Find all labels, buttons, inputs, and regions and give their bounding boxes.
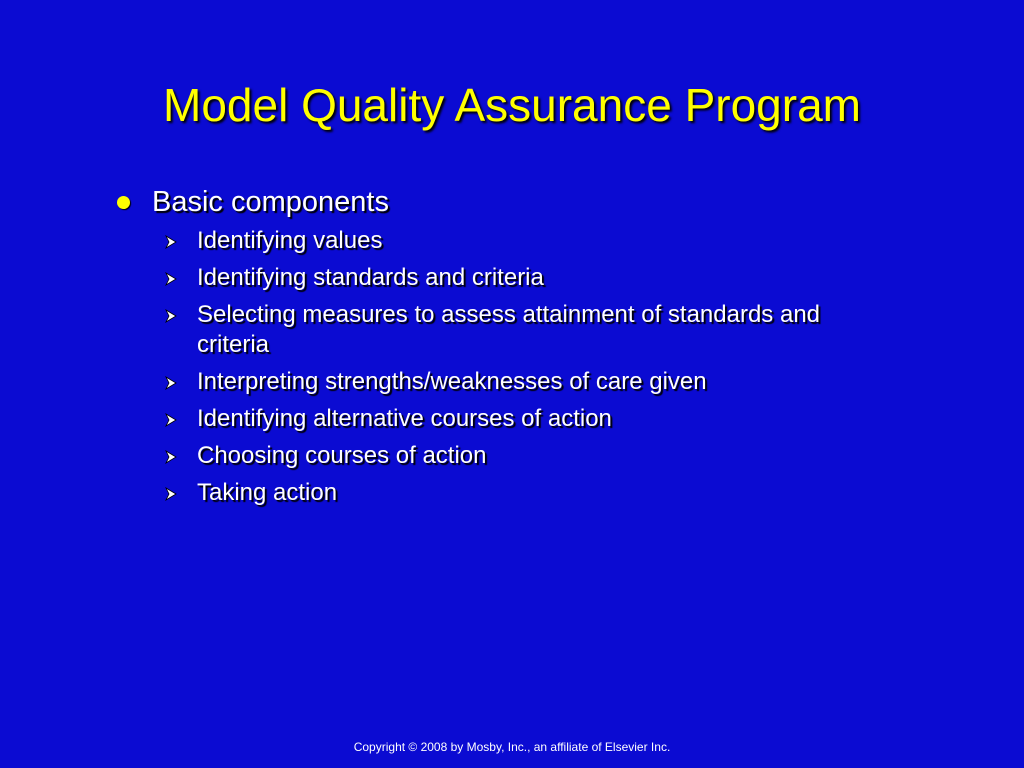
sub-bullet-item [163, 441, 903, 471]
sub-bullet-label: Selecting measures to assess attainment of standards and criteria [197, 301, 821, 358]
sub-bullet-list [163, 226, 903, 515]
arrowhead-bullet-icon [164, 413, 178, 427]
arrowhead-bullet-icon [164, 235, 178, 249]
arrowhead-bullet-icon [164, 487, 178, 501]
arrowhead-bullet-icon [164, 376, 178, 390]
arrowhead-bullet-icon [164, 450, 178, 464]
sub-bullet-item [163, 226, 903, 256]
sub-bullet-label: Choosing courses of action [197, 442, 487, 469]
bullet-label: Basic components [152, 186, 389, 218]
sub-bullet-label: Identifying alternative courses of action [197, 405, 612, 432]
sub-bullet-label: Identifying standards and criteria [197, 264, 544, 291]
sub-bullet-label: Identifying values [197, 227, 383, 254]
arrowhead-bullet-icon [164, 309, 178, 323]
sub-bullet-label: Interpreting strengths/weaknesses of care given [197, 368, 707, 395]
arrowhead-bullet-icon [164, 272, 178, 286]
sub-bullet-item [163, 367, 903, 397]
copyright-footer: Copyright © 2008 by Mosby, Inc., an affiliate of Elsevier Inc. [353, 740, 671, 754]
slide-title: Model Quality Assurance Program [163, 79, 861, 131]
sub-bullet-item [163, 478, 903, 508]
sub-bullet-label: Taking action [197, 479, 338, 506]
sub-bullet-item [163, 300, 903, 360]
yellow-circle-bullet-icon [117, 196, 130, 209]
sub-bullet-item [163, 263, 903, 293]
sub-bullet-item [163, 404, 903, 434]
